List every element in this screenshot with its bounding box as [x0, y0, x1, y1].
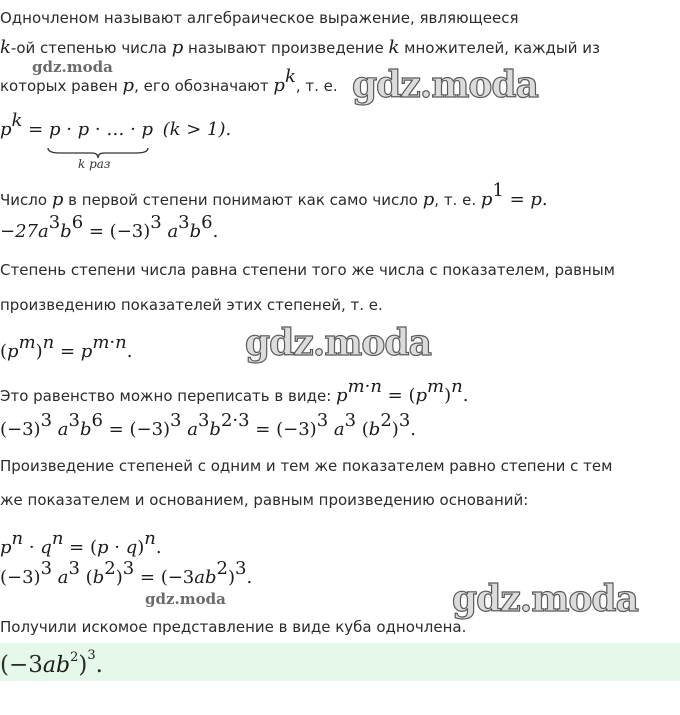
text-line: Получили искомое представление в виде куба одночлена.: [0, 618, 467, 636]
formula: $p^n \cdot q^n = (p \cdot q)^n$.: [0, 528, 162, 558]
watermark-small: gdz.moda: [32, 58, 113, 76]
watermark: gdz.moda: [245, 322, 431, 364]
text-line: Число p в первой степени понимают как само число p, т. е. $p^1 = p$.: [0, 180, 548, 210]
formula: $(p^m)^n = p^{m\cdot n}$.: [0, 332, 133, 362]
text-line: которых равен p, его обозначают $p^k$, т. е.: [0, 66, 338, 96]
text-line: же показателем и основанием, равным произведению оснований:: [0, 491, 529, 509]
answer-formula: $(-3ab^2)^3$.: [0, 648, 103, 678]
formula: $-27a^3b^6 = (-3)^3$ $a^3b^6$.: [0, 212, 219, 242]
text-line: Произведение степеней с одним и тем же показателем равно степени с тем: [0, 457, 613, 475]
watermark: gdz.moda: [452, 578, 638, 620]
text-line: Степень степени числа равна степени того же числа с показателем, равным: [0, 261, 615, 279]
formula: $p^k = p \cdot p$ · … · p (k > 1).: [0, 110, 232, 140]
text-line: Одночленом называют алгебраическое выражение, являющееся: [0, 9, 519, 27]
text-line: Это равенство можно переписать в виде: $p^{m\cdot n} = (p^m)^n$.: [0, 376, 469, 406]
watermark-small: gdz.moda: [145, 590, 226, 608]
watermark: gdz.moda: [352, 64, 538, 106]
text-line: произведению показателей этих степеней, т. е.: [0, 296, 383, 314]
formula: $(-3)^3$ $a^3b^6 = (-3)^3$ $a^3b^{2\cdot 3} = (-3)^3$ $a^3$ $(b^2)^3$.: [0, 410, 416, 440]
text-line: k-ой степенью числа p называют произведение k множителей, каждый из: [0, 37, 601, 58]
underbrace-label: k раз: [78, 157, 111, 171]
formula: $(-3)^3$ $a^3$ $(b^2)^3 = (-3ab^2)^3$.: [0, 558, 253, 588]
